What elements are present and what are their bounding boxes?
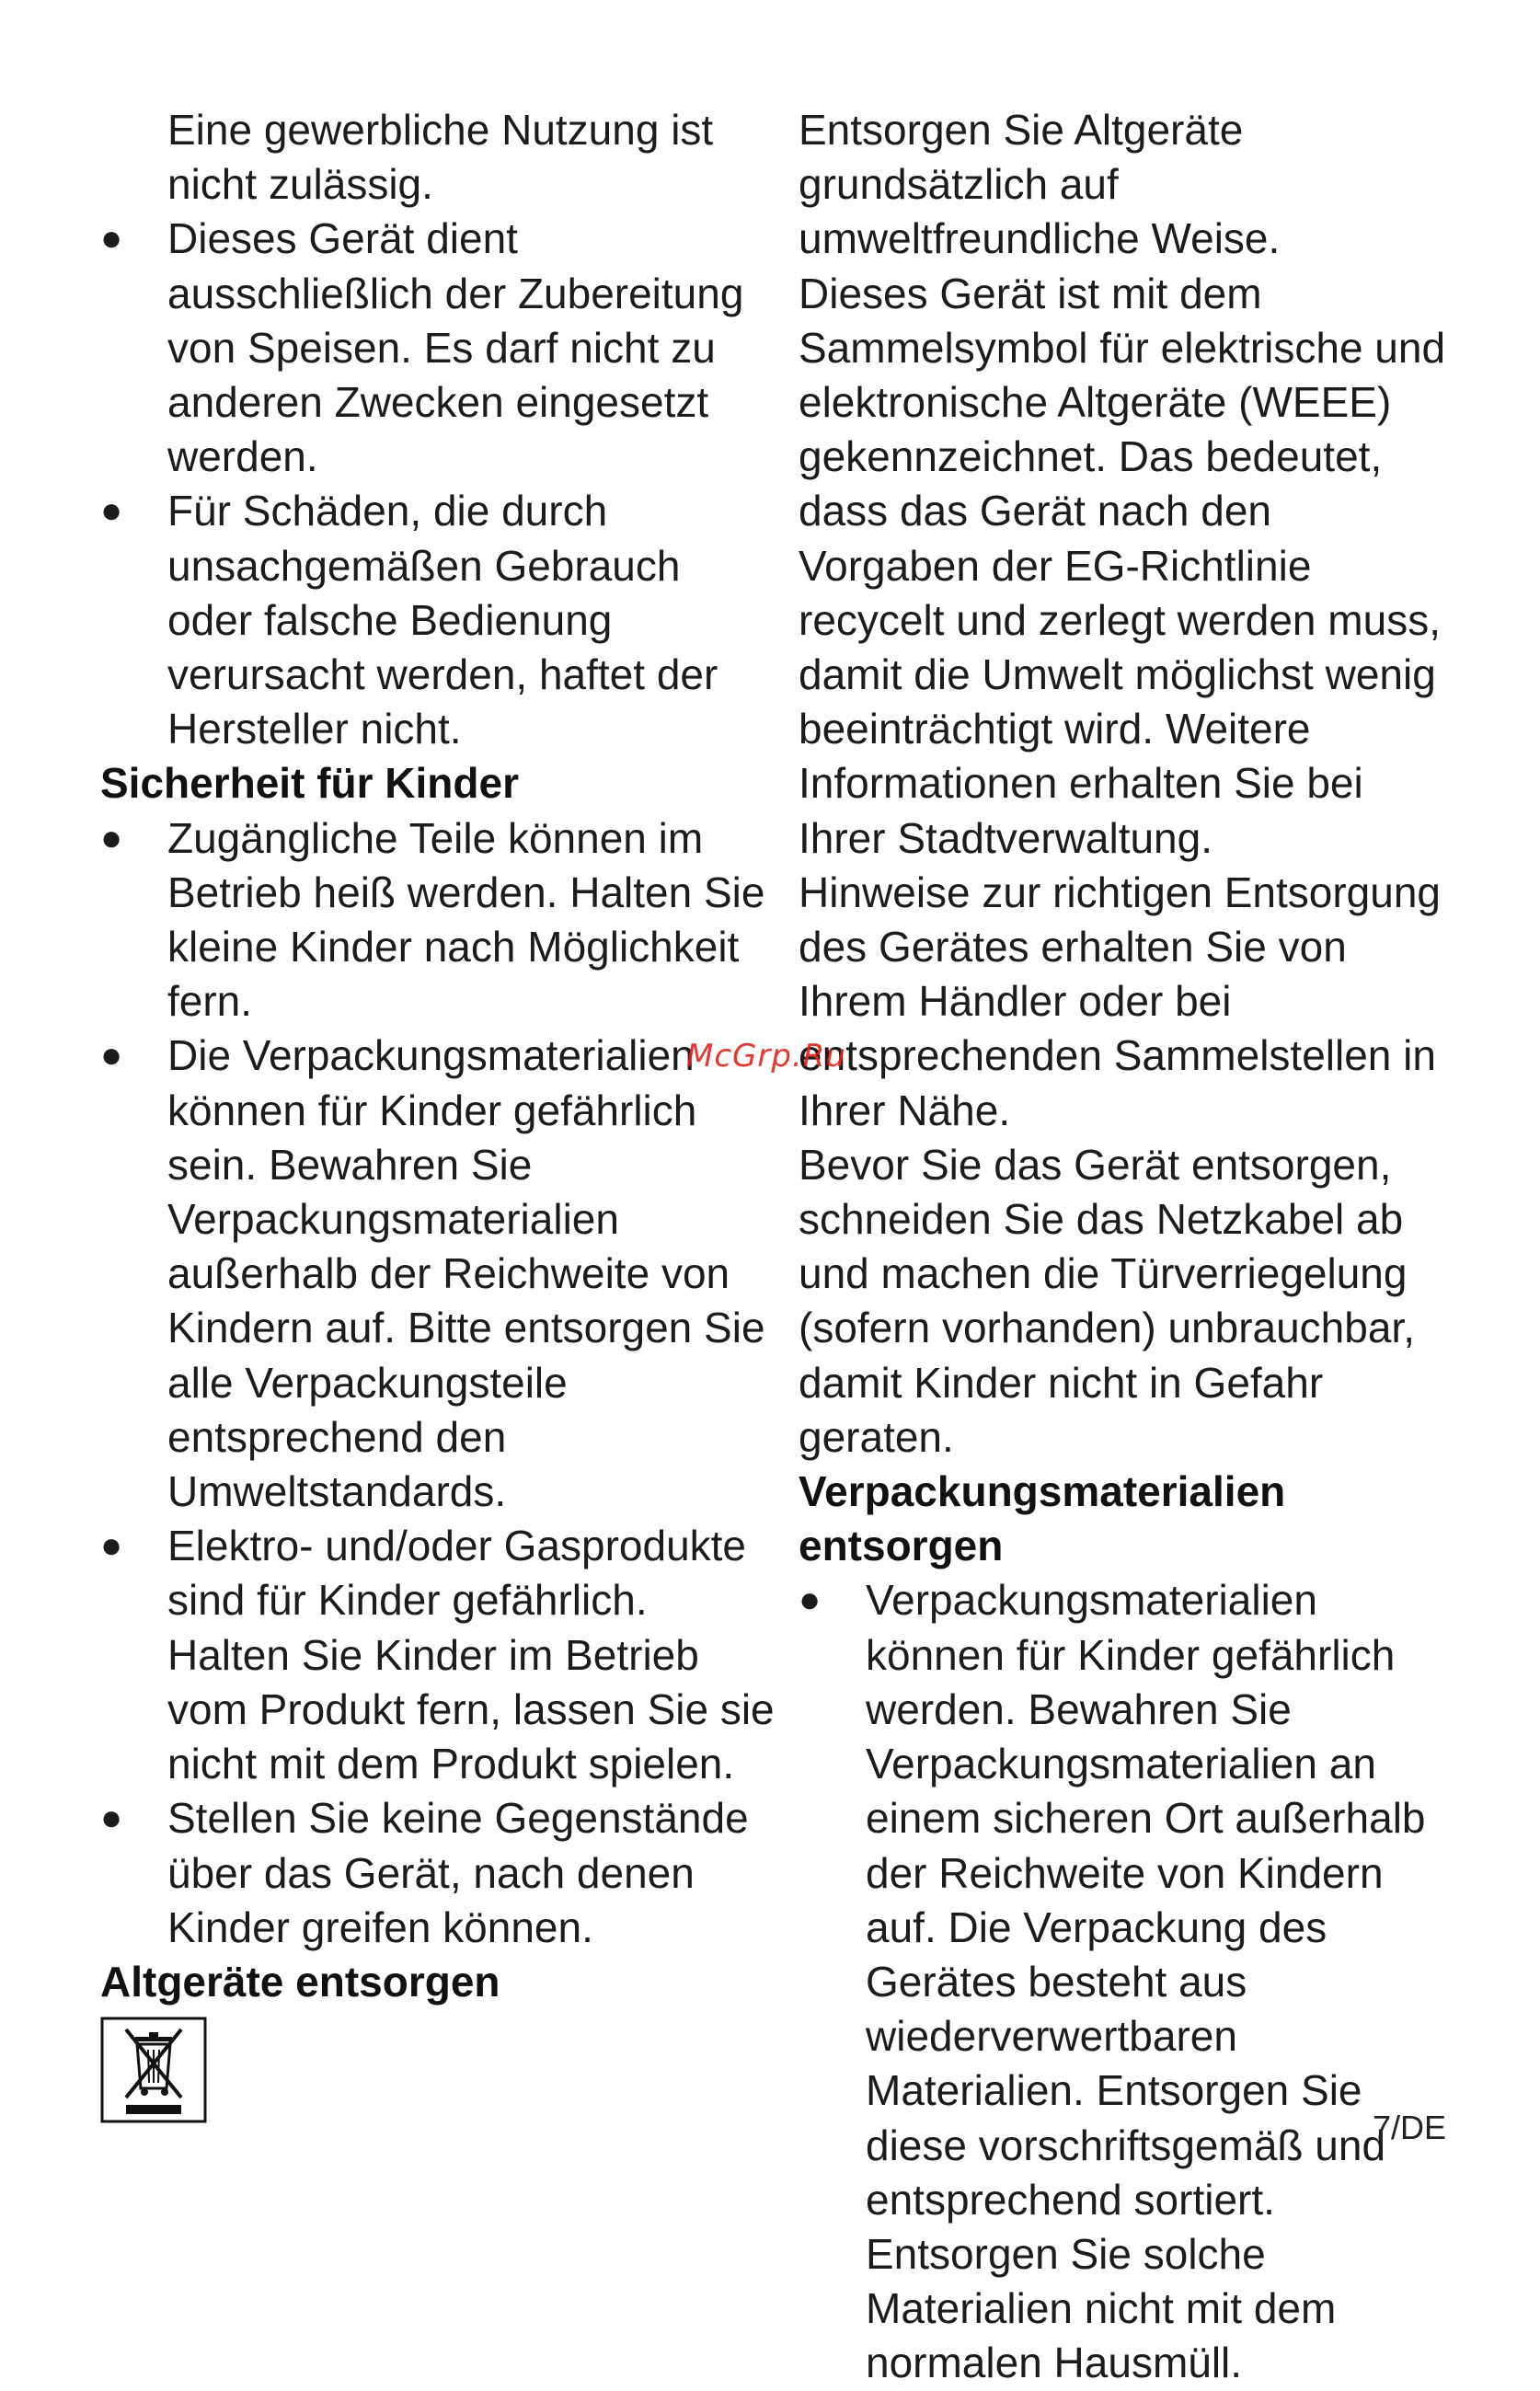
crossed-out-wheelie-bin-icon: [100, 2017, 207, 2123]
bullet-icon: ●: [100, 817, 123, 858]
list-item-text: Stellen Sie keine Gegenstände über das Gerät, nach denen Kinder greifen können.: [167, 1794, 749, 1951]
list-item-text: Die Verpackungsmaterialien können für Kinder gefährlich sein. Bewahren Sie Verpackungsmaterialien außerhalb der Reichweite von Kindern auf. Bitte entsorgen Sie alle Verpackungsteile entsprechend den Umweltstandards.: [167, 1031, 765, 1516]
list-item: [100, 811, 776, 1029]
paragraph: Bevor Sie das Gerät entsorgen, schneiden Sie das Netzkabel ab und machen die Türverriegelung (sofern vorhanden) unbrauchbar, damit Kinder nicht in Gefahr geraten.: [799, 1140, 1415, 1461]
list-item: [100, 212, 776, 484]
bullet-icon: ●: [100, 1035, 123, 1076]
list-item: [100, 484, 776, 756]
intro-line-1: Eine gewerbliche Nutzung ist: [167, 106, 714, 154]
list-item-text: Zugängliche Teile können im Betrieb heiß werden. Halten Sie kleine Kinder nach Möglichkeit fern.: [167, 813, 765, 1026]
kinder-list: [100, 811, 776, 1955]
list-item: [100, 1519, 776, 1791]
verpackung-list: [799, 1573, 1461, 2390]
list-item-text: Elektro- und/oder Gasprodukte sind für Kinder gefährlich. Halten Sie Kinder im Betrieb vom Produkt fern, lassen Sie sie nicht mit dem Produkt spielen.: [167, 1522, 775, 1788]
list-item-text: Dieses Gerät dient ausschließlich der Zubereitung von Speisen. Es darf nicht zu anderen Zwecken eingesetzt werden.: [167, 214, 744, 481]
bullet-icon: ●: [100, 218, 123, 259]
list-item: [100, 1791, 776, 1955]
bullet-icon: ●: [799, 1580, 822, 1621]
watermark: McGrp.Ru: [686, 1038, 846, 1075]
list-item: [799, 1573, 1461, 2390]
bullet-icon: ●: [100, 490, 123, 532]
list-item: [100, 1029, 776, 1519]
list-item-text: Verpackungsmaterialien können für Kinder gefährlich werden. Bewahren Sie Verpackungsmaterialien an einem sicheren Ort außerhalb der Reichweite von Kindern auf. Die Verpackung des Gerätes besteht aus wiederverwertbaren Materialien. Entsorgen Sie diese vorschriftsgemäß und entsprechend sortiert. Entsorgen Sie solche Materialien nicht mit dem normalen Hausmüll.: [866, 1576, 1426, 2387]
paragraph: Entsorgen Sie Altgeräte grundsätzlich auf umweltfreundliche Weise.: [799, 106, 1281, 263]
heading-kinder: Sicherheit für Kinder: [100, 759, 519, 808]
page-number: 7/DE: [1372, 2109, 1446, 2146]
heading-verpackung: Verpackungsmaterialien entsorgen: [799, 1467, 1286, 1570]
bullet-icon: ●: [100, 1798, 123, 1839]
intro-line-2: nicht zulässig.: [167, 160, 433, 209]
usage-list: [100, 212, 776, 756]
right-column: [799, 103, 1461, 2391]
paragraph: Hinweise zur richtigen Entsorgung des Gerätes erhalten Sie von Ihrem Händler oder bei entsprechenden Sammelstellen in Ihrer Nähe.: [799, 868, 1442, 1134]
bullet-icon: ●: [100, 1525, 123, 1567]
paragraph: Dieses Gerät ist mit dem Sammelsymbol für elektrische und elektronische Altgeräte (WEEE) gekennzeichnet. Das bedeutet, dass das Gerät nach den Vorgaben der EG-Richtlinie recycelt und zerlegt werden muss, damit die Umwelt möglichst wenig beeinträchtigt wird. Weitere Informationen erhalten Sie bei Ihrer Stadtverwaltung.: [799, 269, 1446, 862]
list-item-text: Für Schäden, die durch unsachgemäßen Gebrauch oder falsche Bedienung verursacht werden, haftet der Hersteller nicht.: [167, 487, 718, 753]
left-column: [100, 103, 776, 2123]
heading-altgeraete: Altgeräte entsorgen: [100, 1957, 500, 2006]
